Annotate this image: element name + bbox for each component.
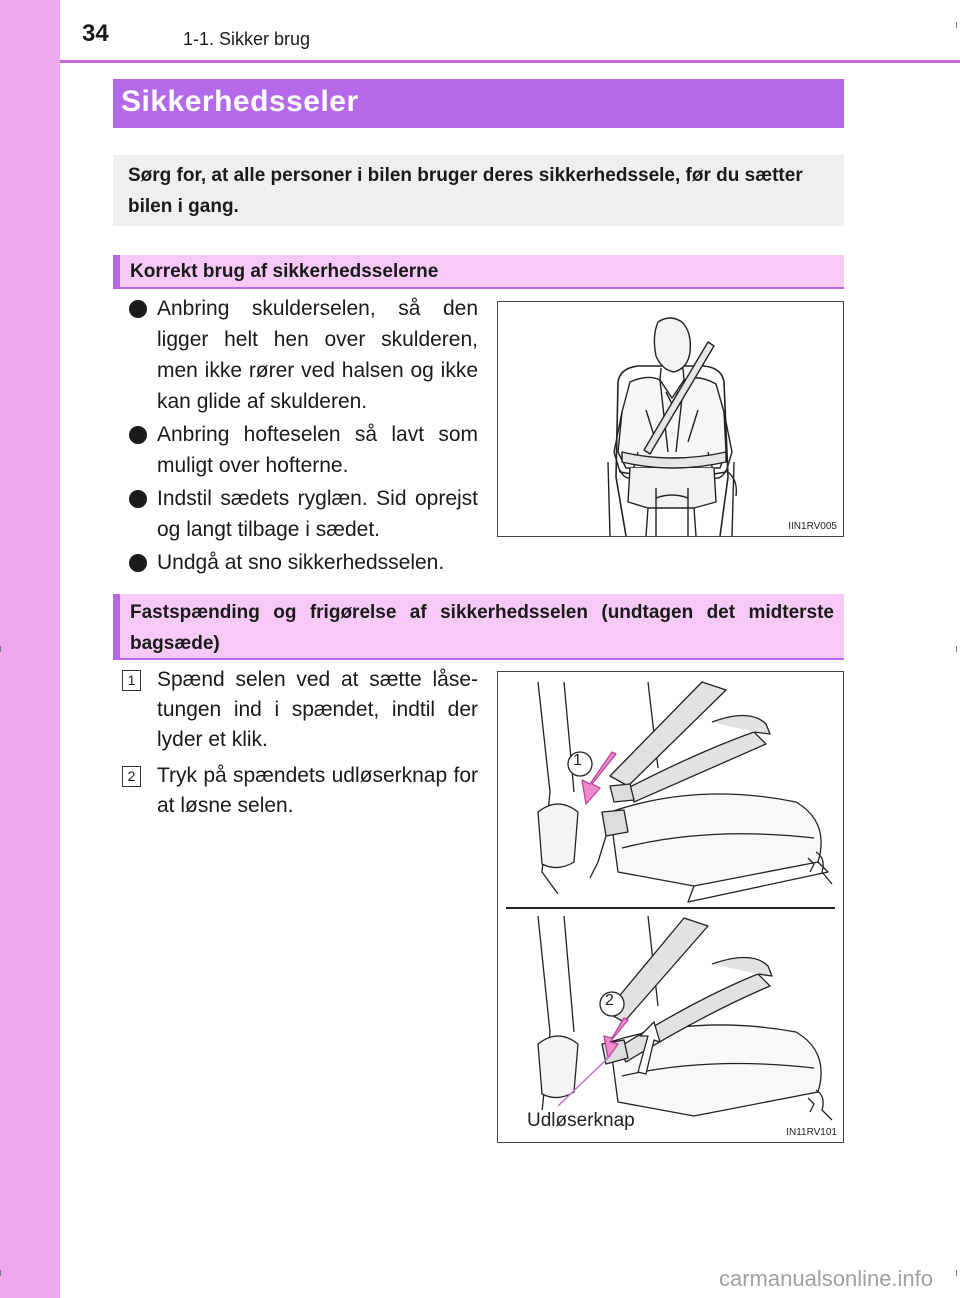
page-number: 34 <box>82 20 109 47</box>
step-item <box>122 761 478 821</box>
section-reference: 1-1. Sikker brug <box>183 29 311 49</box>
list-item-text: Undgå at sno sikkerhedsselen. <box>157 551 445 574</box>
step-item <box>122 665 478 755</box>
seated-person-illustration <box>498 302 843 536</box>
bullet-icon <box>129 426 147 444</box>
bullet-icon <box>129 490 147 508</box>
page-title-bar <box>113 79 844 128</box>
figure-callout-1: 1 <box>573 752 582 769</box>
bullet-icon <box>129 554 147 572</box>
section-heading-fasten-release <box>113 594 844 660</box>
intro-box <box>113 155 844 226</box>
crop-mark <box>956 1270 957 1276</box>
step-number: 1 <box>122 670 141 691</box>
list-item-text: Anbring hofteselen så lavt som muligt over hofterne. <box>157 423 478 477</box>
watermark: carmanualsonline.info <box>719 1266 934 1291</box>
sidebar-tab <box>0 0 60 1298</box>
crop-mark <box>956 22 957 28</box>
figure-callout-2: 2 <box>605 992 614 1009</box>
figure-seated-person <box>497 301 844 537</box>
correct-use-list <box>128 293 478 580</box>
figure-code: IN11RV101 <box>786 1127 837 1138</box>
step-text: Tryk på spændets udløserknap for at løsne selen. <box>157 764 478 817</box>
list-item-text: Anbring skulderselen, så den ligger helt hen over skulderen, men ikke rører ved halsen og ikke kan glide af skulderen. <box>157 297 478 413</box>
list-item <box>128 293 478 417</box>
step-text: Spænd selen ved at sætte låse-tungen ind i spændet, indtil der lyder et klik. <box>157 668 478 751</box>
crop-mark <box>0 1270 1 1276</box>
figure-seatbelt-buckle <box>497 671 844 1143</box>
section-heading-correct-use <box>113 255 844 289</box>
step-number: 2 <box>122 766 141 787</box>
list-item-text: Indstil sædets ryglæn. Sid oprejst og langt tilbage i sædet. <box>157 487 478 541</box>
page-title: Sikkerhedsseler <box>121 85 359 118</box>
crop-mark <box>0 646 1 652</box>
bullet-icon <box>129 300 147 318</box>
fasten-release-steps <box>122 665 478 827</box>
crop-mark <box>956 646 957 652</box>
header-rule <box>60 60 960 63</box>
list-item <box>128 483 478 545</box>
section-heading-text: Korrekt brug af sikkerhedsselerne <box>130 261 439 282</box>
figure-code: IIN1RV005 <box>788 521 837 532</box>
section-heading-text: Fastspænding og frigørelse af sikkerhedsselen (undtagen det midterste bagsæde) <box>130 602 834 654</box>
list-item <box>128 419 478 481</box>
buckle-illustration <box>498 672 843 1142</box>
list-item <box>128 547 478 578</box>
intro-text: Sørg for, at alle personer i bilen bruger deres sikkerhedssele, før du sætter bilen i gang. <box>128 165 803 217</box>
release-button-label: Udløserknap <box>527 1110 635 1131</box>
